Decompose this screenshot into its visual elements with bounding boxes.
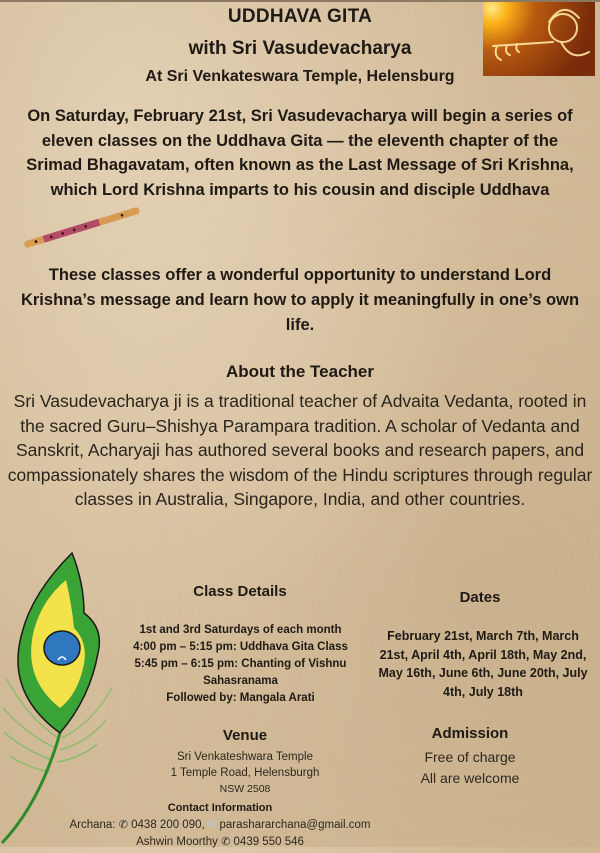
- contact-phone[interactable]: 0438 200 090,: [131, 819, 205, 831]
- contact-email[interactable]: parashararchana@gmail.com: [219, 819, 371, 831]
- class-detail-line: 5:45 pm – 6:15 pm: Chanting of Vishnu Sahasranama: [134, 658, 347, 687]
- flute-illustration: [20, 206, 145, 255]
- venue-street: 1 Temple Road, Helensburgh: [170, 767, 320, 779]
- mail-icon: ✉: [207, 820, 217, 831]
- class-detail-line: 1st and 3rd Saturdays of each month: [139, 624, 342, 636]
- contact-name: Ashwin Moorthy: [136, 836, 218, 848]
- phone-icon: ✆: [118, 819, 128, 831]
- purpose-paragraph: These classes offer a wonderful opportunity to understand Lord Krishna’s message and learn how to apply it meaningfully in one’s own life.: [20, 266, 580, 334]
- phone-icon: ✆: [221, 836, 231, 848]
- about-paragraph: Sri Vasudevacharya ji is a traditional teacher of Advaita Vedanta, rooted in the sacred Guru–Shishya Parampara tradition. A scholar of Vedanta and Sanskrit, Acharyaji has authored several books and research papers, and compassionately shares the wisdom of the Hindu scriptures through regular classes in Australia, Singapore, India, and other countries.: [7, 391, 593, 509]
- venue-name: Sri Venkateshwara Temple: [177, 751, 313, 763]
- dates-heading: Dates: [459, 589, 501, 606]
- dates-list: February 21st, March 7th, March 21st, April 4th, April 18th, May 2nd, May 16th, June 6th, June 20th, July 4th, July 18th: [378, 629, 588, 699]
- admission-info: [380, 747, 560, 789]
- contact-phone[interactable]: 0439 550 546: [233, 836, 304, 848]
- about-heading: About the Teacher: [226, 362, 374, 381]
- class-detail-line: 4:00 pm – 5:15 pm: Uddhava Gita Class: [133, 641, 348, 653]
- class-details-heading: Class Details: [193, 583, 287, 600]
- contact-name: Archana:: [69, 819, 116, 831]
- admission-fee: Free of charge: [424, 749, 516, 765]
- event-title: UDDHAVA GITA: [227, 6, 373, 27]
- contact-ashwin: [60, 835, 380, 848]
- admission-heading: Admission: [431, 725, 509, 742]
- class-details-list: [118, 622, 363, 707]
- contact-archana: [10, 818, 430, 831]
- event-location: At Sri Venkateswara Temple, Helensburg: [145, 68, 455, 85]
- intro-paragraph: On Saturday, February 21st, Sri Vasudevacharya will begin a series of eleven classes on the Uddhava Gita — the eleventh chapter of the Srimad Bhagavatam, often known as the Last Message of Sri Krishna, which Lord Krishna imparts to his cousin and disciple Uddhava: [26, 107, 574, 199]
- class-detail-line: Followed by: Mangala Arati: [166, 692, 315, 704]
- venue-address: [140, 749, 350, 797]
- venue-state-postcode: NSW 2508: [219, 783, 271, 795]
- admission-welcome: All are welcome: [420, 770, 520, 786]
- contact-heading: Contact Information: [167, 802, 273, 814]
- venue-heading: Venue: [222, 727, 268, 744]
- event-subtitle: with Sri Vasudevacharya: [188, 38, 412, 59]
